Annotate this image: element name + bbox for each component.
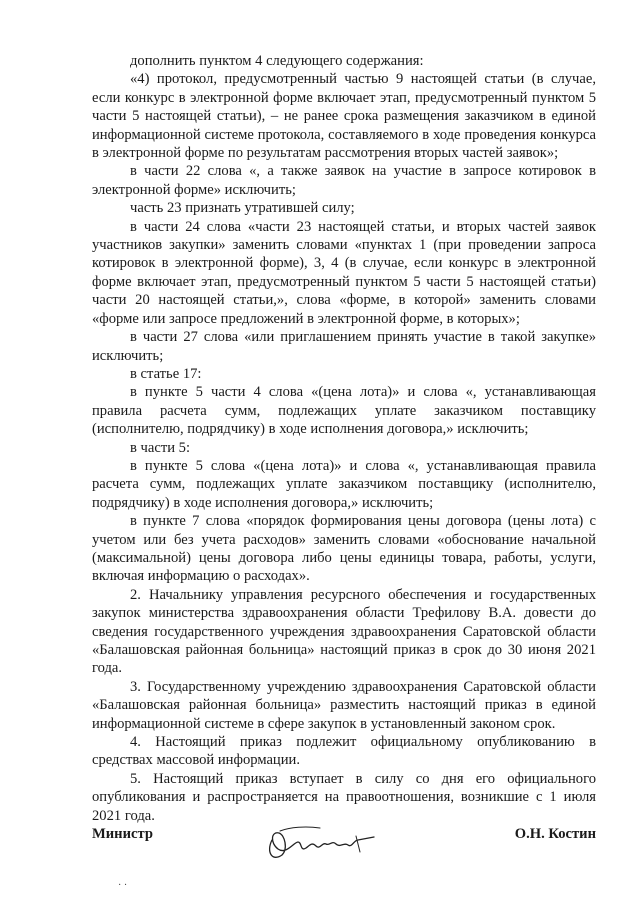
- paragraph: 4. Настоящий приказ подлежит официальному опубликованию в средствах массовой информации.: [92, 734, 596, 769]
- paragraph: дополнить пунктом 4 следующего содержания:: [130, 53, 424, 69]
- handwritten-signature: [262, 818, 382, 864]
- scan-marks: · ·: [118, 880, 128, 891]
- paragraph: в части 22 слова «, а также заявок на участие в запросе котировок в электронной форме» исключить;: [92, 163, 596, 198]
- paragraph: в пункте 7 слова «порядок формирования цены договора (цены лота) с учетом или без учета расходов» заменить словами «обоснование начальной (максимальной) цены договора либо цены единицы товара, работы, услуги, включая информацию о расходах».: [92, 513, 596, 585]
- paragraph: в части 27 слова «или приглашением принять участие в такой закупке» исключить;: [92, 329, 596, 364]
- paragraph: в статье 17:: [130, 365, 202, 382]
- paragraph: 2. Начальнику управления ресурсного обеспечения и государственных закупок министерства здравоохранения области Трефилову В.А. довести до сведения государственного учреждения здравоохранения Саратовской области «Балашовская районная больница» настоящий приказ в срок до 30 июня 2021 года.: [92, 586, 596, 677]
- paragraph: 3. Государственному учреждению здравоохранения Саратовской области «Балашовская районная больница» разместить настоящий приказ в единой информационной системе в сфере закупок в установленный законом срок.: [92, 678, 596, 732]
- signatory-name: О.Н. Костин: [514, 826, 596, 842]
- paragraph: в пункте 5 части 4 слова «(цена лота)» и слова «, устанавливающая правила расчета сумм, подлежащих уплате заказчиком поставщику (исполнителю, подрядчику) в ходе исполнения договора,» исключить;: [92, 384, 596, 438]
- document-body: [92, 52, 596, 825]
- paragraph: «4) протокол, предусмотренный частью 9 настоящей статьи (в случае, если конкурс в электронной форме включает этап, предусмотренный пунктом 5 части 5 настоящей статьи), – не ранее срока размещения заказчиком в единой информационной системе протокола, составляемого в ходе проведения конкурса в электронной форме по результатам рассмотрения вторых частей заявок»;: [92, 71, 596, 162]
- paragraph: в части 5:: [130, 439, 191, 456]
- paragraph: в пункте 5 слова «(цена лота)» и слова «, устанавливающая правила расчета сумм, подлежащих уплате заказчиком поставщику (исполнителю, подрядчику) в ходе исполнения договора,» исключить;: [92, 457, 596, 511]
- signature-block: [92, 818, 596, 868]
- signatory-role: Министр: [92, 826, 153, 842]
- paragraph: в части 24 слова «части 23 настоящей статьи, и вторых частей заявок участников закупки» заменить словами «пунктах 1 (при проведении запроса котировок в электронной форме), 3, 4 (в случае, если конкурс в электронной форме включает этап, предусмотренный пунктом 5 части 5 настоящей статьи) части 20 настоящей статьи,», слова «форме, в которой» заменить словами «форме или запросе предложений в электронной форме, в которых»;: [92, 218, 596, 327]
- paragraph: часть 23 признать утратившей силу;: [130, 200, 355, 217]
- paragraph: 5. Настоящий приказ вступает в силу со дня его официального опубликования и распространяется на правоотношения, возникшие с 1 июля 2021 года.: [92, 770, 596, 824]
